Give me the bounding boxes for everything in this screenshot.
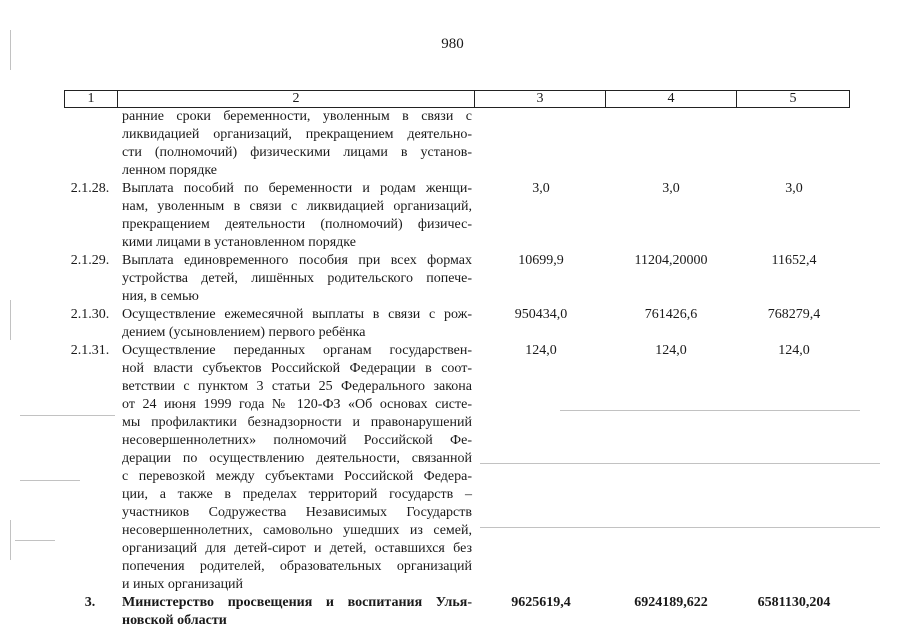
row-number: 3. [84,595,96,610]
value-column-3: 10699,9 [518,253,564,268]
description-line: от 24 июня 1999 года № 120-ФЗ «Об основах систе- [122,397,472,412]
description-line: Выплата пособий по беременности и родам женщи- [122,181,472,196]
table-row [0,108,905,180]
description-line: с перевозкой между субъектами Российской Федера- [122,469,472,484]
table-row [0,180,905,252]
value-column-3: 124,0 [525,343,557,358]
row-description [122,180,472,252]
description-line: попечения родителей, образовательных организаций [122,559,472,574]
page-number: 980 [441,36,464,52]
description-line: несовершеннолетних, самовольно ушедших из семей, [122,523,472,538]
table-row [0,306,905,342]
value-column-3: 3,0 [532,181,550,196]
value-column-5: 3,0 [785,181,803,196]
description-line: участников Содружества Независимых Государств [122,505,472,520]
table-row [0,252,905,306]
description-line: сти (полномочий) физическими лицами в установ- [122,145,472,160]
description-line: ветствии с пунктом 3 статьи 25 Федерального закона [122,379,472,394]
description-line: организаций для детей-сирот и детей, оставшихся без [122,541,472,556]
column-header-1: 1 [65,91,118,108]
description-line: прекращением деятельности (полномочий) физичес- [122,217,472,232]
description-line: ной власти субъектов Российской Федерации в соот- [122,361,472,376]
table-row [0,342,905,594]
value-column-4: 124,0 [655,343,687,358]
description-line: ции, а также в пределах территорий государств – [122,487,472,502]
table-row [0,594,905,630]
description-line: кими лицами в установленном порядке [122,235,356,250]
row-number: 2.1.30. [70,307,110,322]
description-line: Осуществление ежемесячной выплаты в связи с рож- [122,307,472,322]
description-line: нам, уволенным в связи с ликвидацией организаций, [122,199,472,214]
scan-artifact [15,540,55,541]
row-description [122,108,472,180]
column-header-3: 3 [475,91,606,108]
row-description [122,306,472,342]
scan-artifact [10,520,11,560]
description-line: Выплата единовременного пособия при всех формах [122,253,472,268]
scan-artifact [20,415,115,416]
column-header-4: 4 [606,91,737,108]
description-line: дением (усыновлением) первого ребёнка [122,325,366,340]
value-column-3: 9625619,4 [511,595,571,610]
scan-artifact [480,527,880,528]
scan-artifact [560,410,860,411]
value-column-5: 768279,4 [767,307,821,322]
scan-artifact [10,30,11,70]
column-header-row [64,90,850,108]
description-line: ния, в семью [122,289,199,304]
row-number: 2.1.28. [70,181,110,196]
description-line: несовершеннолетних» полномочий Российской Фе- [122,433,472,448]
value-column-4: 3,0 [662,181,680,196]
description-line: ликвидацией организаций, прекращением деятельно- [122,127,472,142]
table-body [0,108,905,630]
value-column-5: 11652,4 [771,253,817,268]
row-number: 2.1.31. [70,343,110,358]
column-header-2: 2 [118,91,475,108]
row-number: 2.1.29. [70,253,110,268]
description-line: ранние сроки беременности, уволенным в связи с [122,109,472,124]
value-column-3: 950434,0 [514,307,568,322]
scan-artifact [20,480,80,481]
value-column-4: 761426,6 [644,307,698,322]
description-line: новской области [122,613,227,628]
value-column-4: 6924189,622 [634,595,708,610]
row-description [122,594,472,630]
row-description [122,252,472,306]
column-header-5: 5 [737,91,850,108]
description-line: мы профилактики безнадзорности и правонарушений [122,415,472,430]
row-description [122,342,472,594]
description-line: ленном порядке [122,163,217,178]
description-line: устройства детей, лишённых родительского попече- [122,271,472,286]
description-line: дерации по осуществлению деятельности, связанной [122,451,472,466]
scan-artifact [480,463,880,464]
value-column-5: 6581130,204 [757,595,831,610]
description-line: и иных организаций [122,577,244,592]
description-line: Осуществление переданных органам государствен- [122,343,472,358]
scan-artifact [10,300,11,340]
description-line: Министерство просвещения и воспитания Улья- [122,595,472,610]
value-column-5: 124,0 [778,343,810,358]
value-column-4: 11204,20000 [634,253,708,268]
